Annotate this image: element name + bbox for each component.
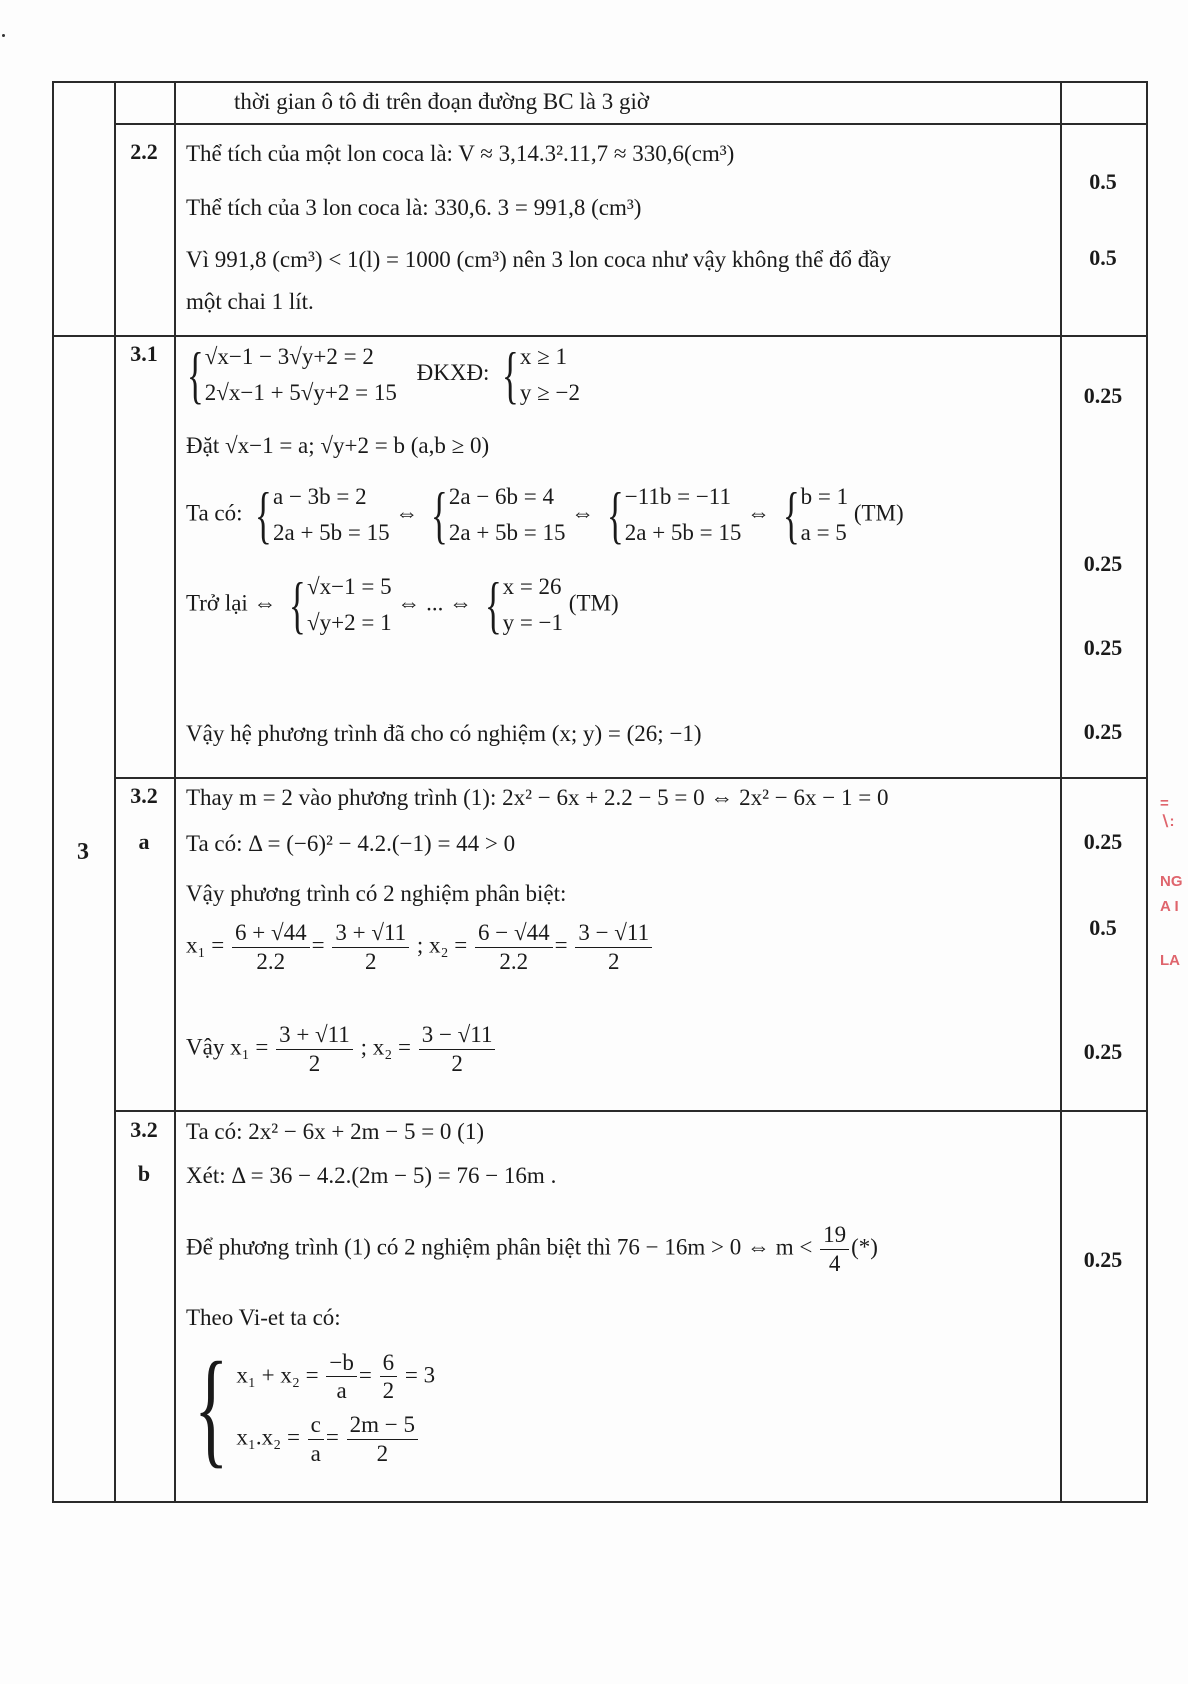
equivalent-icon: ⇔ [395, 500, 419, 526]
denominator: 2.2 [256, 948, 286, 974]
back-prefix: Trở lại ⇔ [186, 590, 277, 616]
score-3-2a-c: 0.25 [1083, 1039, 1123, 1064]
score-3-2b-a: 0.25 [1083, 1247, 1123, 1272]
score-3-1-c: 0.25 [1083, 635, 1123, 660]
row-divider-3-2b [114, 1110, 1148, 1112]
back-system [282, 569, 392, 640]
q3-2b-viet-system [180, 1336, 436, 1480]
ellipsis: ⇔ ... ⇔ [397, 590, 473, 616]
fraction [575, 919, 652, 975]
score-3-2a-b: 0.5 [1089, 915, 1117, 940]
system-row: 2√x−1 + 5√y+2 = 15 [204, 380, 397, 405]
result-system [478, 569, 564, 640]
row-divider-3-1 [52, 335, 1148, 337]
viet-product: x₁.x₂ = $\frac{c}{a}$ = $\frac{2m - 5}{2}$ [236, 1411, 435, 1467]
brace-icon: { [606, 479, 624, 550]
numerator: 6 [380, 1349, 398, 1378]
label-3-2b-letter: b [137, 1161, 151, 1186]
final-prefix: Vậy x₁ = [186, 1034, 269, 1060]
stamp-fragment: = [1160, 795, 1169, 812]
fraction [326, 1349, 356, 1405]
system-row: 2a + 5b = 15 [272, 520, 390, 545]
fraction [232, 919, 310, 975]
fraction [308, 1411, 324, 1467]
row-divider-3-2a [114, 777, 1148, 779]
numerator: 3 − √11 [419, 1021, 496, 1050]
numerator: 19 [820, 1221, 849, 1250]
col-divider-3 [1060, 81, 1062, 1503]
q3-2a-line-1 [186, 785, 888, 811]
stamp-fragment: A I [1160, 898, 1179, 915]
system-row: √y+2 = 1 [307, 610, 392, 635]
numerator: c [308, 1411, 324, 1440]
fraction [820, 1221, 849, 1277]
equivalent-icon: ⇔ [747, 500, 771, 526]
q2-2-line-1 [186, 141, 734, 167]
dkxd-label: ĐKXĐ: [416, 360, 490, 386]
label-2-2: 2.2 [130, 139, 158, 164]
label-3-1: 3.1 [130, 341, 158, 366]
numerator: 2m − 5 [347, 1411, 418, 1440]
system-row: 2a + 5b = 15 [624, 520, 742, 545]
fraction [332, 919, 409, 975]
denominator: 2 [308, 1050, 321, 1076]
numerator: 3 + √11 [276, 1021, 353, 1050]
system-2 [424, 479, 566, 550]
q3-2b-line-2: Xét: Δ = 36 − 4.2.(2m − 5) = 76 − 16m . [186, 1163, 557, 1188]
score-3-1-a: 0.25 [1083, 383, 1123, 408]
q2-2-line-1-prefix: Thể tích của một lon coca là: [186, 141, 459, 166]
denominator: 4 [828, 1250, 841, 1276]
system-row: √x−1 = 5 [307, 573, 392, 599]
denominator: 2 [364, 948, 377, 974]
q3-2b-line-1: Ta có: 2x² − 6x + 2m − 5 = 0 (1) [186, 1119, 484, 1144]
viet-sum-rhs: = 3 [404, 1362, 436, 1388]
system-1 [248, 479, 390, 550]
x2-lhs: ; x₂ = [360, 1034, 411, 1060]
denominator: 2 [382, 1378, 395, 1404]
brace-icon: { [186, 339, 204, 410]
set-formula: √x−1 = a; √y+2 = b (a,b ≥ 0) [224, 433, 490, 458]
condition-text: Để phương trình (1) có 2 nghiệm phân biệt thì 76 − 16m > 0 ⇔ m < [186, 1234, 813, 1260]
tm-note: (TM) [568, 590, 619, 616]
system-row: a = 5 [800, 520, 847, 545]
system-row: 2a + 5b = 15 [448, 520, 566, 545]
q3-2a-discriminant: Ta có: Δ = (−6)² − 4.2.(−1) = 44 > 0 [186, 831, 516, 856]
x2-lhs: ; x₂ = [416, 932, 468, 958]
denominator: 2 [607, 948, 620, 974]
fraction [380, 1349, 398, 1405]
denominator: 2 [451, 1050, 463, 1076]
system-3 [600, 479, 742, 550]
equation: 2x² − 6x + 2.2 − 5 = 0 ⇔ 2x² − 6x − 1 = 0 [502, 785, 889, 810]
numerator: −b [326, 1349, 356, 1378]
denominator: a [336, 1378, 347, 1404]
answer-table [52, 81, 1148, 1503]
table-border-right [1146, 81, 1148, 1503]
q2-2-line-2: Thể tích của 3 lon coca là: 330,6. 3 = 991,8 (cm³) [186, 195, 642, 220]
table-border-top [52, 81, 1148, 83]
table-border-left [52, 81, 54, 1503]
score-2-2-a: 0.5 [1089, 169, 1117, 194]
viet-system [180, 1336, 436, 1480]
q3-1-taco-line [186, 479, 904, 550]
denominator: 2.2 [499, 948, 529, 974]
q3-2a-roots: x₁ = $\frac{6 + √44}{2.2}$ = $\frac{3 + √11}{2}$ ; x₂ = $\frac{6 - √44}{2.2}$ = $\frac{3 - √11}{2}$ [186, 919, 654, 975]
brace-icon: { [289, 569, 307, 640]
fraction [419, 1021, 496, 1077]
condition-mark: (*) [851, 1234, 878, 1260]
system-row: √x−1 − 3√y+2 = 2 [204, 343, 374, 369]
q3-1-system-line [180, 339, 581, 410]
numerator: 6 + √44 [232, 919, 310, 948]
label-3-2b-number: 3.2 [130, 1117, 158, 1142]
question-number: 3 [77, 839, 89, 865]
stamp-fragment: ∖: [1160, 813, 1175, 830]
q3-2a-final [186, 1021, 497, 1077]
label-3-2a-number: 3.2 [130, 783, 158, 808]
scan-speck [2, 34, 5, 37]
q2-2-volume-formula: V ≈ 3,14.3².11,7 ≈ 330,6(cm³) [458, 141, 735, 166]
system-row: −11b = −11 [624, 483, 731, 509]
q3-1-back-substitution [186, 569, 619, 640]
numerator: 3 + √11 [332, 919, 409, 948]
fraction [347, 1411, 418, 1467]
system-row: y ≥ −2 [519, 380, 581, 405]
system-row: b = 1 [800, 483, 849, 509]
score-3-1-d: 0.25 [1083, 719, 1123, 744]
fraction [475, 919, 553, 975]
row-divider-2-2 [114, 123, 1148, 125]
system-4 [776, 479, 849, 550]
q3-1-substitution [186, 433, 489, 459]
table-border-bottom [52, 1501, 1148, 1503]
dkxd-system [495, 339, 581, 410]
fraction [276, 1021, 353, 1077]
brace-icon: { [431, 479, 448, 550]
q3-1-conclusion: Vậy hệ phương trình đã cho có nghiệm (x; y) = (26; −1) [186, 721, 702, 746]
q3-1-original-system [180, 339, 397, 410]
system-row: x ≥ 1 [519, 343, 568, 369]
numerator: 3 − √11 [575, 919, 652, 948]
set-prefix: Đặt [186, 433, 220, 458]
taco-prefix: Ta có: [186, 500, 243, 526]
stamp-fragment: LA [1160, 952, 1180, 969]
viet-sum: x₁ + x₂ = $\frac{-b}{a}$ = $\frac{6}{2}$ = 3 [236, 1349, 436, 1404]
stamp-fragment: NG [1160, 873, 1183, 890]
q2-2-line-4: một chai 1 lít. [186, 289, 314, 314]
continuation-text: thời gian ô tô đi trên đoạn đường BC là 3 giờ [234, 89, 649, 114]
q3-2a-roots-intro: Vậy phương trình có 2 nghiệm phân biệt: [186, 881, 567, 906]
viet-prod-lhs: x₁.x₂ = [236, 1424, 300, 1450]
line-prefix: Thay m = 2 vào phương trình (1): [186, 785, 503, 810]
equivalent-icon: ⇔ [571, 500, 595, 526]
brace-icon: { [502, 339, 520, 410]
numerator: 6 − √44 [475, 919, 553, 948]
system-row: 2a − 6b = 4 [448, 483, 555, 509]
system-row: y = −1 [502, 610, 564, 635]
denominator: 2 [376, 1440, 389, 1466]
denominator: a [310, 1440, 321, 1466]
brace-icon: { [484, 569, 502, 640]
x1-lhs: x₁ = [186, 932, 225, 958]
q2-2-line-3: Vì 991,8 (cm³) < 1(l) = 1000 (cm³) nên 3 lon coca như vậy không thể đổ đầy [186, 247, 891, 272]
viet-sum-lhs: x₁ + x₂ = [236, 1362, 319, 1388]
col-divider-2 [174, 81, 176, 1503]
tm-note: (TM) [853, 500, 904, 526]
q3-2b-line-4: Theo Vi-et ta có: [186, 1305, 341, 1330]
brace-icon: { [194, 1336, 229, 1480]
brace-icon: { [782, 479, 800, 550]
system-row: a − 3b = 2 [272, 483, 367, 509]
q3-2b-line-3 [186, 1221, 878, 1277]
score-2-2-b: 0.5 [1089, 245, 1117, 270]
brace-icon: { [255, 479, 273, 550]
score-3-1-b: 0.25 [1083, 551, 1123, 576]
system-row: x = 26 [502, 573, 562, 599]
label-3-2a-letter: a [138, 829, 150, 854]
score-3-2a-a: 0.25 [1083, 829, 1123, 854]
